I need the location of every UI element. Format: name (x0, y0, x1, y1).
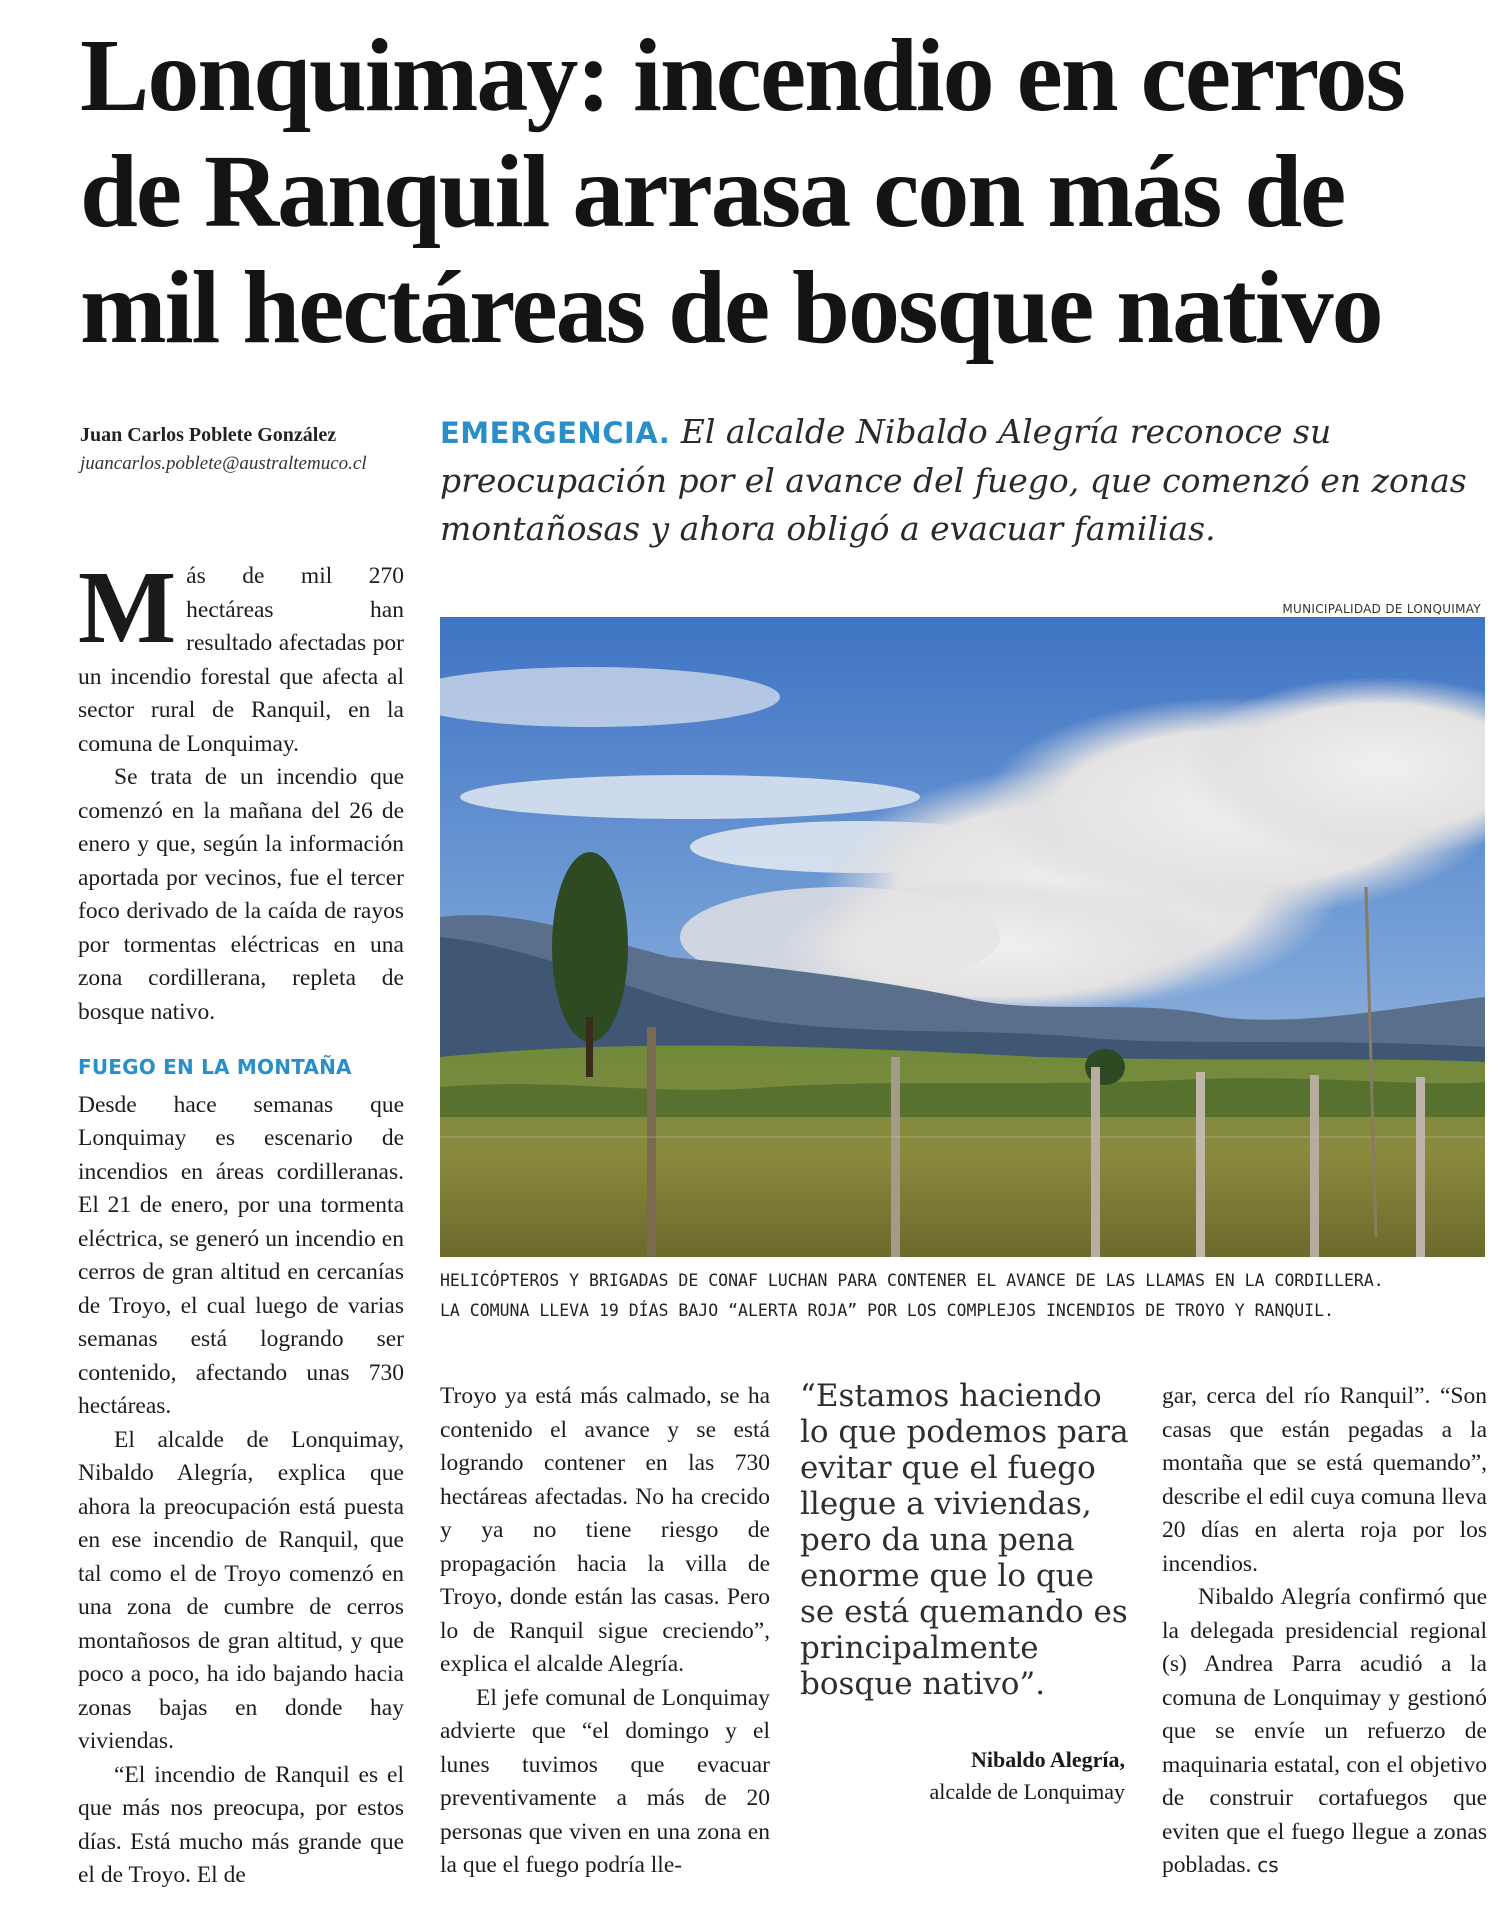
body-paragraph-5: “El incendio de Ranquil es el que más nos preocupa, por estos días. Está mucho más grande que el de Troyo. El de (78, 1761, 404, 1888)
pull-quote: “Estamos haciendo lo que podemos para evitar que el fuego llegue a viviendas, pero da una pena enorme que lo que se está quemando es principalmente bosque nativo”. (800, 1378, 1129, 1702)
body-paragraph-4: El alcalde de Lonquimay, Nibaldo Alegría, explica que ahora la preocupación está puesta en ese incendio de Ranquil, que tal como el de Troyo comenzó en una zona de cumbre de cerros montañosos de gran altitud, y que poco a poco, ha ido bajando hacia zonas bajas en donde hay viviendas. (78, 1426, 404, 1754)
quote-role: alcalde de Lonquimay (929, 1779, 1125, 1804)
wildfire-photo (440, 617, 1485, 1257)
photo-caption (440, 1266, 1485, 1326)
body-p9-text: Nibaldo Alegría confirmó que la delegada presidencial regional (s) Andrea Parra acudió a la comuna de Lonquimay y gestionó que se envíe un refuerzo de maquinaria estatal, con el objetivo de construir cortafuegos que eviten que el fuego llegue a zonas pobladas. (1162, 1584, 1487, 1878)
author-name: Juan Carlos Poblete González (80, 424, 337, 446)
quote-name: Nibaldo Alegría, (970, 1747, 1125, 1772)
article-column-2 (440, 1380, 770, 1883)
body-p1-text: ás de mil 270 hectáreas han resultado afectadas por un incendio forestal que afecta al sector rural de Ranquil, en la comuna de Lonquimay. (78, 563, 404, 757)
body-paragraph-8: gar, cerca del río Ranquil”. “Son casas que están pegadas a la montaña que se está quemando”, describe el edil cuya comuna lleva 20 días en alerta roja por los incendios. (1162, 1383, 1487, 1577)
body-paragraph-9 (1162, 1581, 1487, 1883)
body-paragraph-3: Desde hace semanas que Lonquimay es escenario de incendios en áreas cordilleranas. El 21 de enero, por una tormenta eléctrica, se generó un incendio en cerros de gran altitud en cercanías de Troyo, el cual luego de varias semanas está logrando ser contenido, afectando unas 730 hectáreas. (78, 1091, 404, 1419)
author-email[interactable]: juancarlos.poblete@australtemuco.cl (80, 453, 367, 474)
body-paragraph-6: Troyo ya está más calmado, se ha contenido el avance y se está logrando contener en las 730 hectáreas afectadas. No ha crecido y ya no tiene riesgo de propagación hacia la villa de Troyo, donde están las casas. Pero lo de Ranquil sigue creciendo”, explica el alcalde Alegría. (440, 1383, 770, 1677)
section-subhead: FUEGO EN LA MONTAÑA (78, 1055, 352, 1079)
body-paragraph-1 (78, 550, 404, 761)
caption-line-2: LA COMUNA LLEVA 19 DÍAS BAJO “ALERTA ROJA” POR LOS COMPLEJOS INCENDIOS DE TROYO Y RANQUIL. (440, 1301, 1335, 1320)
end-mark-icon: cs (1257, 1853, 1279, 1877)
headline: Lonquimay: incendio en cerros de Ranquil arrasa con más de mil hectáreas de bosque nativo (80, 18, 1404, 365)
wildfire-landscape-illustration (440, 617, 1485, 1257)
body-paragraph-7: El jefe comunal de Lonquimay advierte que “el domingo y el lunes tuvimos que evacuar preventivamente a más de 20 personas que viven en una zona en la que el fuego podría lle- (440, 1684, 770, 1878)
article-column-1 (78, 550, 404, 1893)
byline (80, 424, 410, 475)
body-paragraph-2: Se trata de un incendio que comenzó en la mañana del 26 de enero y que, según la información aportada por vecinos, fue el tercer foco derivado de la caída de rayos por tormentas eléctricas en una zona cordillerana, repleta de bosque nativo. (78, 764, 404, 1025)
pull-quote-attribution (800, 1744, 1125, 1808)
caption-line-1: HELICÓPTEROS Y BRIGADAS DE CONAF LUCHAN PARA CONTENER EL AVANCE DE LAS LLAMAS EN LA CORDILLERA. (440, 1271, 1384, 1290)
article-column-4 (1162, 1380, 1487, 1883)
lead-text: El alcalde Nibaldo Alegría reconoce su preocupación por el avance del fuego, que comenzó en zonas montañosas y ahora obligó a evacuar familias. (440, 412, 1467, 548)
photo-credit: MUNICIPALIDAD DE LONQUIMAY (1282, 602, 1481, 616)
dropcap: M (78, 550, 177, 665)
lead-kicker: EMERGENCIA. (440, 416, 671, 450)
lead-paragraph (440, 408, 1480, 553)
